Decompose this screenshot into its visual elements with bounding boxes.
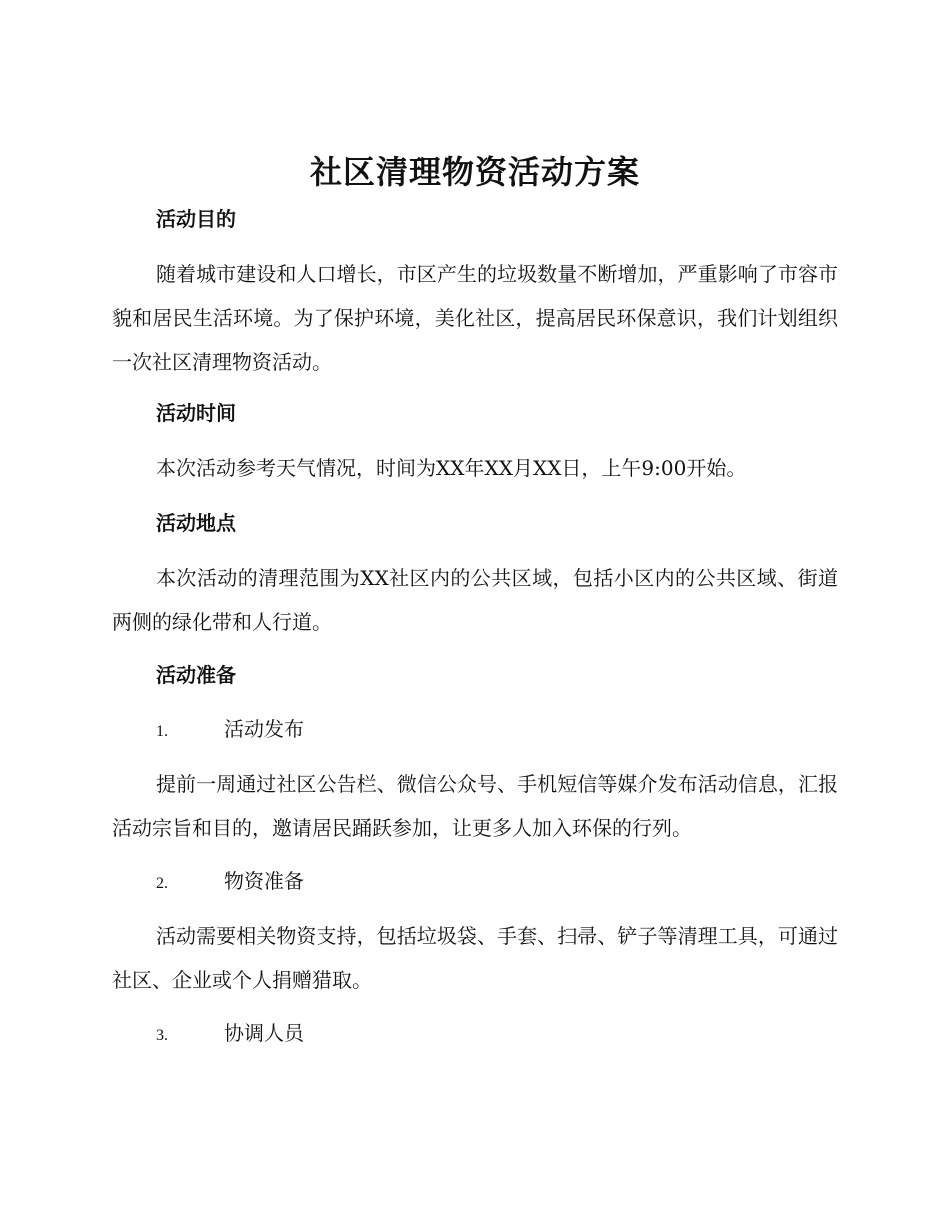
prep-item-number: 1. (156, 723, 168, 740)
prep-item-label: 协调人员 (224, 1021, 304, 1045)
prep-item-label: 活动发布 (224, 717, 304, 741)
section-text-location: 本次活动的清理范围为XX社区内的公共区域，包括小区内的公共区域、街道两侧的绿化带和人行道。 (112, 566, 838, 634)
document-title: 社区清理物资活动方案 (309, 153, 640, 191)
prep-item-2 (156, 866, 304, 899)
prep-item-text-1: 提前一周通过社区公告栏、微信公众号、手机短信等媒介发布活动信息，汇报活动宗旨和目的，邀请居民踊跃参加，让更多人加入环保的行列。 (112, 772, 838, 840)
section-heading-location: 活动地点 (156, 511, 236, 535)
prep-item-label: 物资准备 (224, 869, 304, 893)
section-heading-preparation: 活动准备 (156, 663, 236, 687)
prep-item-text-2: 活动需要相关物资支持，包括垃圾袋、手套、扫帚、铲子等清理工具，可通过社区、企业或个人捐赠猎取。 (112, 924, 838, 992)
prep-item-number: 3. (156, 1027, 168, 1044)
prep-item-3 (156, 1018, 304, 1051)
prep-item-number: 2. (156, 875, 168, 892)
section-text-purpose: 随着城市建设和人口增长，市区产生的垃圾数量不断增加，严重影响了市容市貌和居民生活环境。为了保护环境，美化社区，提高居民环保意识，我们计划组织一次社区清理物资活动。 (112, 262, 838, 374)
prep-item-1 (156, 714, 304, 747)
section-text-time: 本次活动参考天气情况，时间为XX年XX月XX日，上午9:00开始。 (156, 456, 747, 480)
section-heading-purpose: 活动目的 (156, 207, 236, 231)
section-heading-time: 活动时间 (156, 401, 236, 425)
